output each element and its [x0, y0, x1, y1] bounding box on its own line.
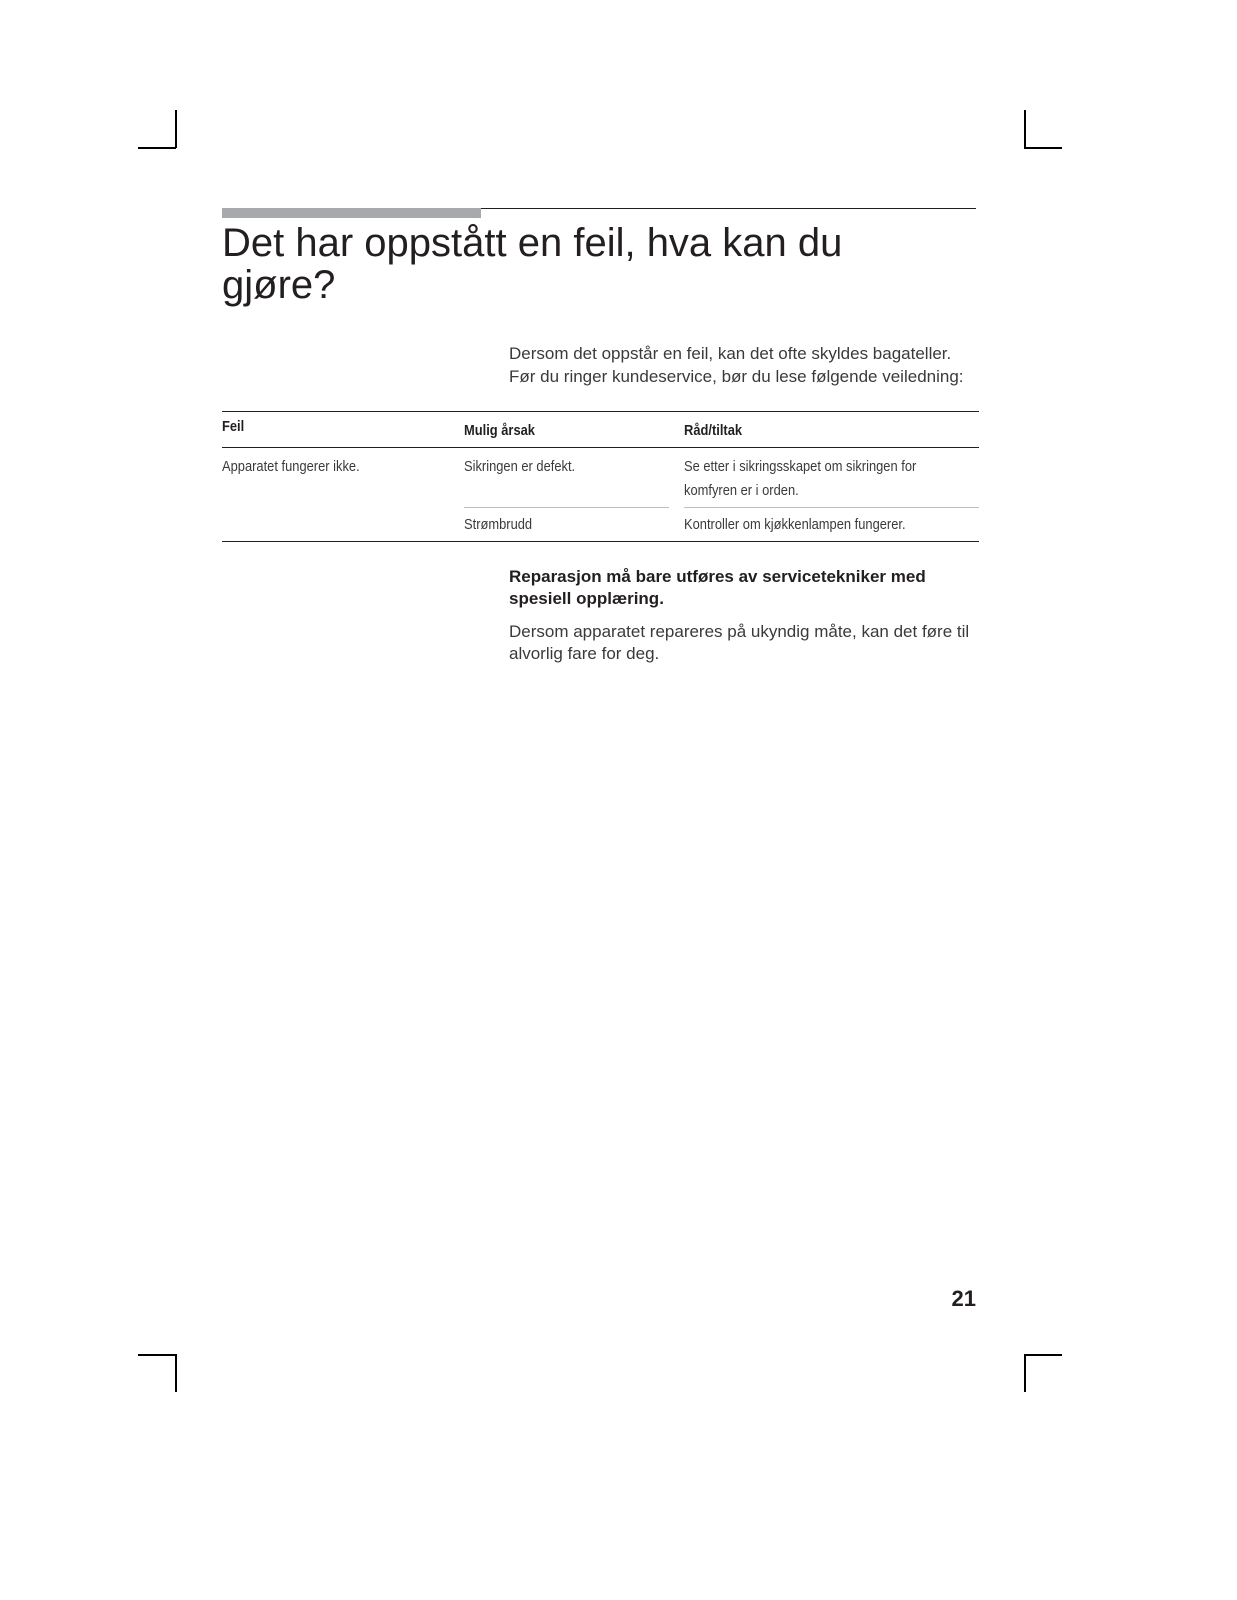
crop-mark-top-left [175, 110, 177, 148]
table-row-separator [684, 507, 979, 508]
table-bottom-rule [222, 541, 979, 542]
crop-mark-top-right [1024, 147, 1062, 149]
table-cell-action [684, 455, 916, 503]
table-cell-action: Kontroller om kjøkkenlampen fungerer. [684, 516, 906, 533]
crop-mark-bottom-left [175, 1354, 177, 1392]
crop-mark-bottom-right [1024, 1354, 1026, 1392]
column-header-cause: Mulig årsak [464, 422, 535, 439]
table-cell-fault: Apparatet fungerer ikke. [222, 458, 360, 475]
title-accent-bar [222, 208, 481, 218]
intro-line-1: Dersom det oppstår en feil, kan det ofte skyldes bagateller. [509, 344, 952, 363]
intro-text [509, 342, 979, 388]
crop-mark-bottom-right [1024, 1354, 1062, 1356]
page-title: Det har oppstått en feil, hva kan du gjøre? [222, 221, 843, 307]
crop-mark-top-left [138, 147, 176, 149]
warning-text: Dersom apparatet repareres på ukyndig måte, kan det føre til alvorlig fare for deg. [509, 622, 970, 663]
table-cell-cause: Sikringen er defekt. [464, 458, 576, 475]
table-cell-action-line: komfyren er i orden. [684, 482, 799, 499]
table-cell-cause: Strømbrudd [464, 516, 533, 533]
crop-mark-bottom-left [138, 1354, 176, 1356]
crop-mark-top-right [1024, 110, 1026, 148]
table-header-rule [222, 447, 979, 448]
intro-line-2: Før du ringer kundeservice, bør du lese følgende veiledning: [509, 367, 964, 386]
table-row-separator [464, 507, 669, 508]
table-cell-action-line: Se etter i sikringsskapet om sikringen for [684, 458, 917, 475]
page-number: 21 [951, 1286, 976, 1311]
table-top-rule [222, 411, 979, 412]
column-header-action: Råd/tiltak [684, 422, 743, 439]
warning-heading: Reparasjon må bare utføres av servicetekniker med spesiell opplæring. [509, 567, 926, 608]
column-header-fault: Feil [222, 418, 245, 435]
